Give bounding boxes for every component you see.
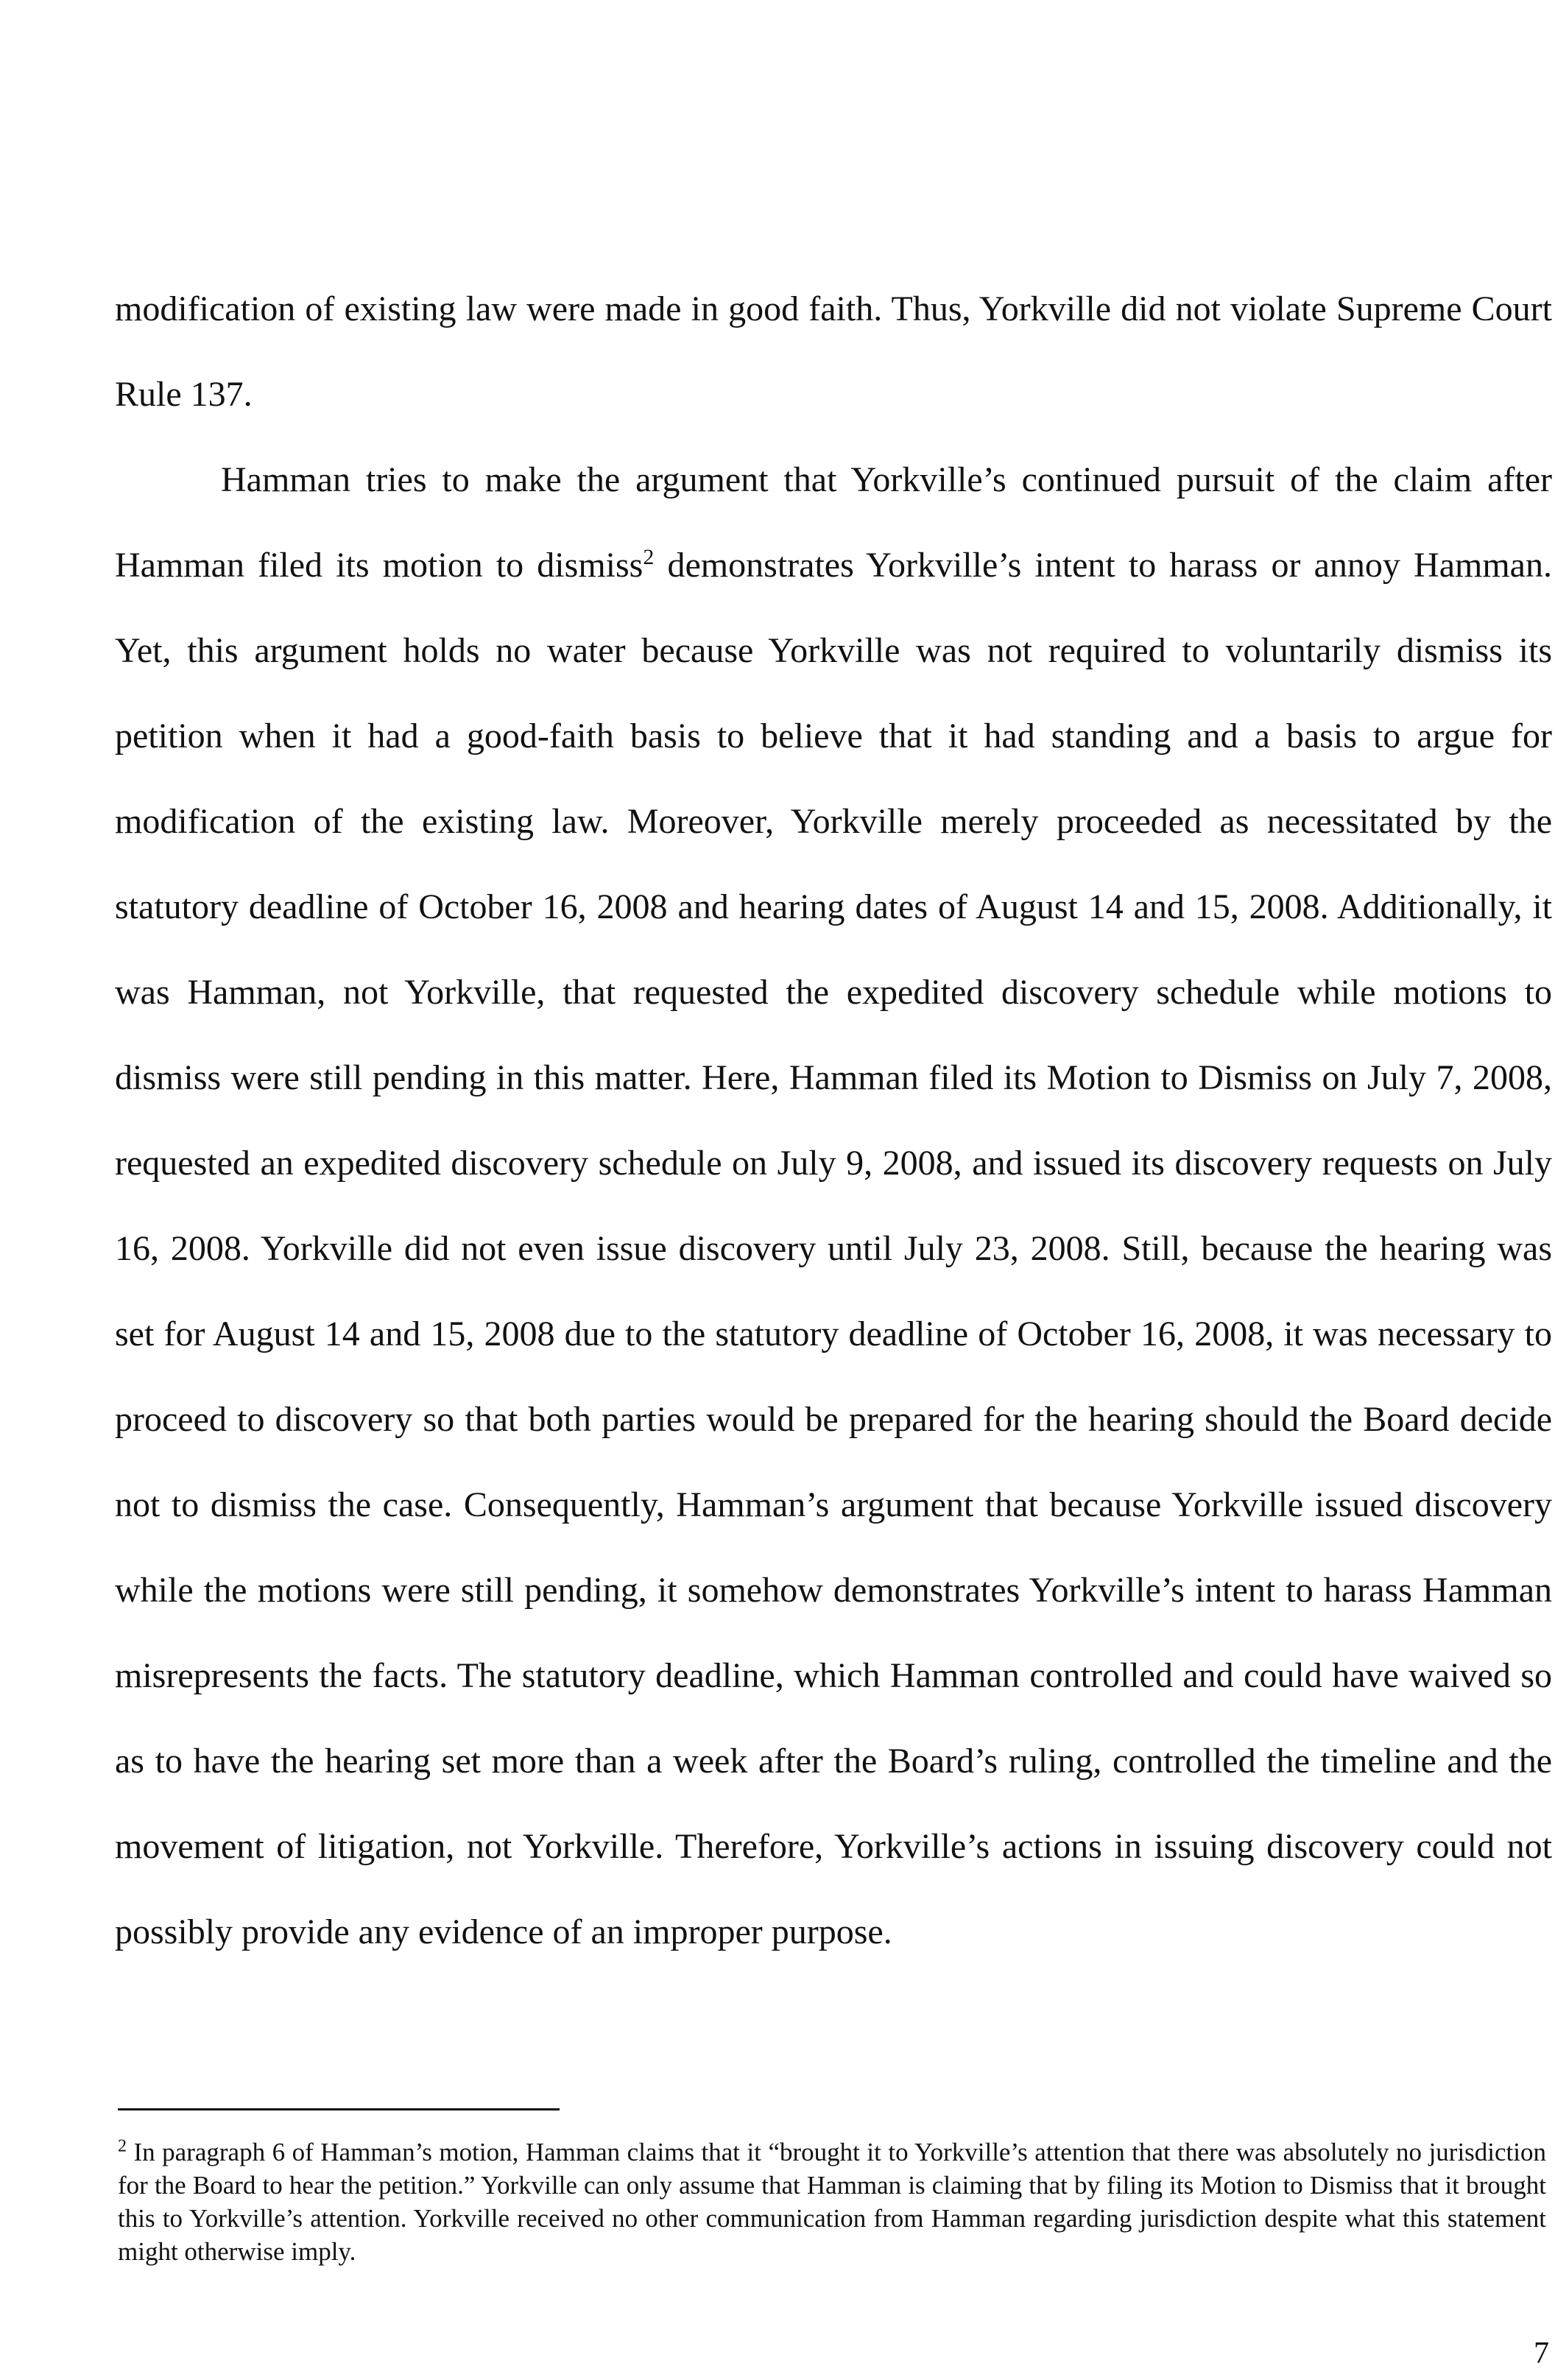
page-number: 7 [1534,2337,1549,2370]
footnote-text: In paragraph 6 of Hamman’s motion, Hamman claims that it “brought it to Yorkville’s attention that there was absolutely no jurisdiction for the Board to hear the petition.” Yorkville can only assume that Hamman is claiming that by filing its Motion to Dismiss that it brought this to Yorkville’s attention. Yorkville received no other communication from Hamman regarding jurisdiction despite what this statement might otherwise imply. [118,2138,1546,2266]
footnote-number: 2 [118,2136,127,2156]
paragraph-2-text-start: Hamman tries to make the argument that Yorkville’s continued pursuit of the claim after Hamman filed its motion to dismiss [115,460,1552,585]
footnote-reference: 2 [643,545,655,569]
body-text [115,267,1552,1975]
footnote-separator [118,2108,560,2110]
paragraph-2-text-rest: demonstrates Yorkville’s intent to harass or annoy Hamman. Yet, this argument holds no water because Yorkville was not required to voluntarily dismiss its petition when it had a good-faith basis to believe that it had standing and a basis to argue for modification of the existing law. Moreover, Yorkville merely proceeded as necessitated by the statutory deadline of October 16, 2008 and hearing dates of August 14 and 15, 2008. Additionally, it was Hamman, not Yorkville, that requested the expedited discovery schedule while motions to dismiss were still pending in this matter. Here, Hamman filed its Motion to Dismiss on July 7, 2008, requested an expedited discovery schedule on July 9, 2008, and issued its discovery requests on July 16, 2008. Yorkville did not even issue discovery until July 23, 2008. Still, because the hearing was set for August 14 and 15, 2008 due to the statutory deadline of October 16, 2008, it was necessary to proceed to discovery so that both parties would be prepared for the hearing should the Board decide not to dismiss the case. Consequently, Hamman’s argument that because Yorkville issued discovery while the motions were still pending, it somehow demonstrates Yorkville’s intent to harass Hamman misrepresents the facts. The statutory deadline, which Hamman controlled and could have waived so as to have the hearing set more than a week after the Board’s ruling, controlled the timeline and the movement of litigation, not Yorkville. Therefore, Yorkville’s actions in issuing discovery could not possibly provide any evidence of an improper purpose. [115,546,1552,1951]
paragraph-1-text: modification of existing law were made in good faith. Thus, Yorkville did not violate Supreme Court Rule 137. [115,289,1552,414]
paragraph-2 [115,437,1552,1975]
paragraph-1 [115,267,1552,437]
footnote [118,2136,1546,2268]
